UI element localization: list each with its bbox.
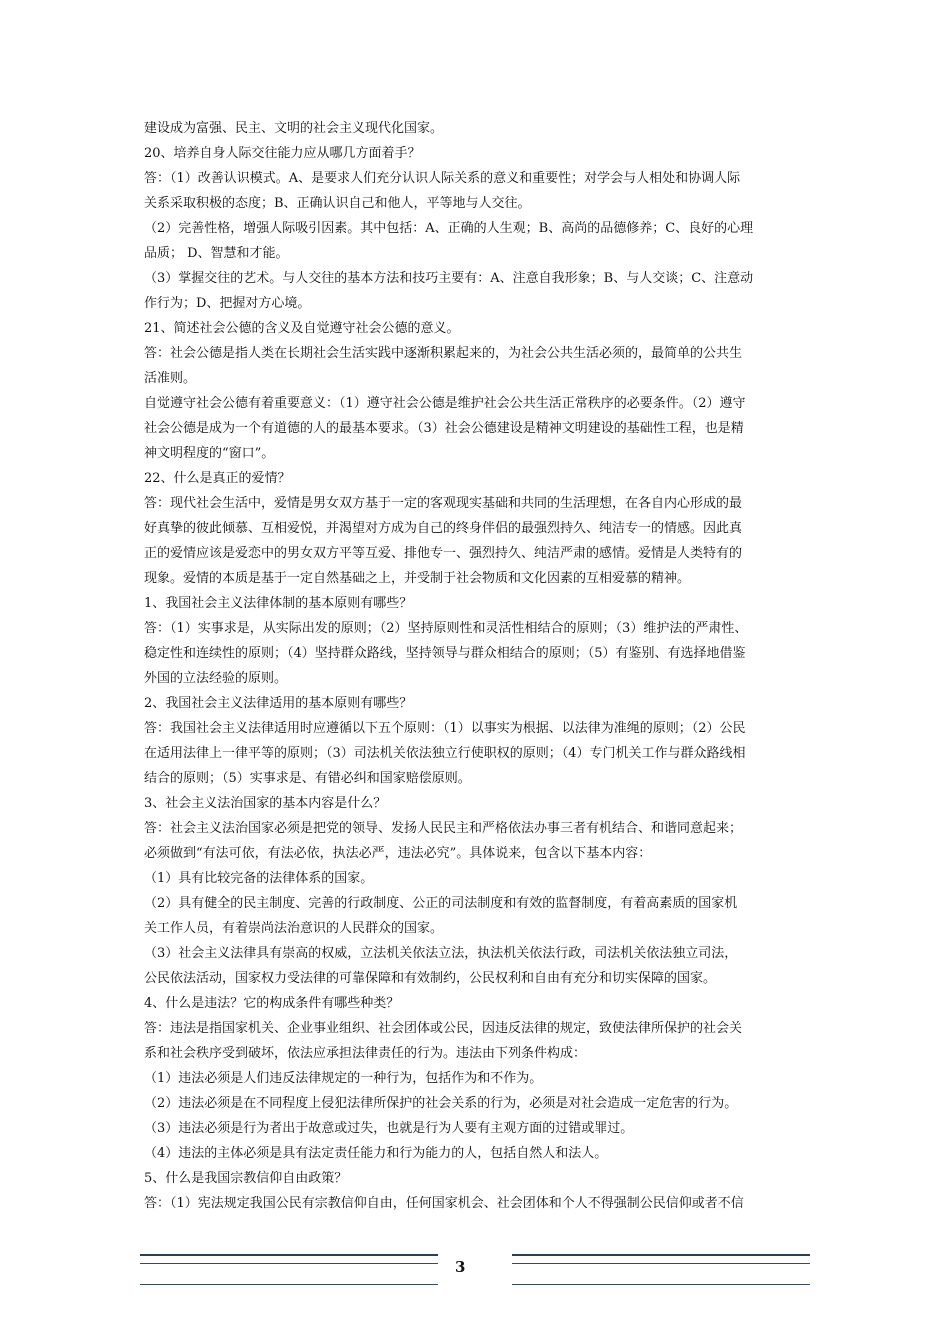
text-line: 社会公德是成为一个有道德的人的最基本要求。（3）社会公德建设是精神文明建设的基础性工程，也是精 xyxy=(144,421,744,436)
text-line: 关系采取积极的态度；B、正确认识自己和他人，平等地与人交往。 xyxy=(144,196,531,211)
text-line: （3）违法必须是行为者出于故意或过失，也就是行为人要有主观方面的过错或罪过。 xyxy=(144,1121,634,1136)
text-line: （1）违法必须是人们违反法律规定的一种行为，包括作为和不作为。 xyxy=(144,1071,543,1086)
footer-rule-left-bottom xyxy=(140,1284,438,1285)
text-line: 答：社会主义法治国家必须是把党的领导、发扬人民民主和严格依法办事三者有机结合、和谐同意起来； xyxy=(144,821,743,836)
text-line: （2）违法必须是在不同程度上侵犯法律所保护的社会关系的行为，必须是对社会造成一定危害的行为。 xyxy=(144,1096,738,1111)
text-line: 22、什么是真正的爱情？ xyxy=(144,471,291,486)
text-line: 活准则。 xyxy=(144,371,197,386)
page-footer xyxy=(0,1252,950,1292)
text-line: 答：现代社会生活中，爱情是男女双方基于一定的客观现实基础和共同的生活理想，在各自内心形成的最 xyxy=(144,496,743,511)
text-line: 必须做到“有法可依，有法必依，执法必严，违法必究”。具体说来，包含以下基本内容： xyxy=(144,846,652,861)
text-line: 答：（1）宪法规定我国公民有宗教信仰自由，任何国家机会、社会团体和个人不得强制公民信仰或者不信 xyxy=(144,1196,744,1211)
page-number: 3 xyxy=(455,1258,466,1276)
text-line: 在适用法律上一律平等的原则；（3）司法机关依法独立行使职权的原则；（4）专门机关工作与群众路线相 xyxy=(144,746,746,761)
footer-rule-right-bottom xyxy=(512,1284,810,1285)
text-line: 现象。爱情的本质是基于一定自然基础之上，并受制于社会物质和文化因素的互相爱慕的精神。 xyxy=(144,571,691,586)
text-line: 稳定性和连续性的原则；（4）坚持群众路线，坚持领导与群众相结合的原则；（5）有鉴别、有选择地借鉴 xyxy=(144,646,746,661)
text-line: 自觉遵守社会公德有着重要意义：（1）遵守社会公德是维护社会公共生活正常秩序的必要条件。（2）遵守 xyxy=(144,396,746,411)
text-line: 1、我国社会主义法律体制的基本原则有哪些？ xyxy=(144,596,413,611)
text-line: 答：社会公德是指人类在长期社会生活实践中逐渐积累起来的，为社会公共生活必须的，最简单的公共生 xyxy=(144,346,743,361)
text-line: 20、培养自身人际交往能力应从哪几方面着手？ xyxy=(144,146,421,161)
text-line: 系和社会秩序受到破坏，依法应承担法律责任的行为。违法由下列条件构成： xyxy=(144,1046,587,1061)
footer-rule-left-top xyxy=(140,1254,438,1256)
text-line: 4、什么是违法？它的构成条件有哪些种类？ xyxy=(144,996,400,1011)
text-line: 建设成为富强、民主、文明的社会主义现代化国家。 xyxy=(144,121,444,136)
text-line: 好真挚的彼此倾慕、互相爱悦，并渴望对方成为自己的终身伴侣的最强烈持久、纯洁专一的情感。因此真 xyxy=(144,521,743,536)
text-line: 公民依法活动，国家权力受法律的可靠保障和有效制约，公民权利和自由有充分和切实保障的国家。 xyxy=(144,971,717,986)
text-line: （2）具有健全的民主制度、完善的行政制度、公正的司法制度和有效的监督制度，有着高素质的国家机 xyxy=(144,896,738,911)
text-line: 21、简述社会公德的含义及自觉遵守社会公德的意义。 xyxy=(144,321,460,336)
text-line: （4）违法的主体必须是具有法定责任能力和行为能力的人，包括自然人和法人。 xyxy=(144,1146,608,1161)
text-line: 3、社会主义法治国家的基本内容是什么？ xyxy=(144,796,387,811)
text-line: 答：我国社会主义法律适用时应遵循以下五个原则：（1）以事实为根据、以法律为准绳的原则；（2）公民 xyxy=(144,721,746,736)
text-line: 关工作人员，有着崇尚法治意识的人民群众的国家。 xyxy=(144,921,444,936)
text-line: 品质； D、智慧和才能。 xyxy=(144,246,289,261)
footer-rule-left-mid xyxy=(140,1263,438,1264)
text-line: 答：违法是指国家机关、企业事业组织、社会团体或公民，因违反法律的规定，致使法律所保护的社会关 xyxy=(144,1021,743,1036)
text-line: 外国的立法经验的原则。 xyxy=(144,671,288,686)
text-line: （2）完善性格，增强人际吸引因素。其中包括：A、正确的人生观；B、高尚的品德修养；C、良好的心理 xyxy=(144,221,754,236)
document-body xyxy=(144,116,808,1216)
text-line: 2、我国社会主义法律适用的基本原则有哪些？ xyxy=(144,696,413,711)
footer-rule-right-mid xyxy=(512,1263,810,1264)
text-line: 答：（1）改善认识模式。A、是要求人们充分认识人际关系的意义和重要性；对学会与人相处和协调人际 xyxy=(144,171,741,186)
footer-rule-right-top xyxy=(512,1254,810,1256)
text-line: （3）掌握交往的艺术。与人交往的基本方法和技巧主要有：A、注意自我形象；B、与人交谈；C、注意动 xyxy=(144,271,754,286)
text-line: 作行为；D、把握对方心境。 xyxy=(144,296,311,311)
text-line: 正的爱情应该是爱恋中的男女双方平等互爱、排他专一、强烈持久、纯洁严肃的感情。爱情是人类特有的 xyxy=(144,546,743,561)
text-line: （3）社会主义法律具有崇高的权威，立法机关依法立法，执法机关依法行政，司法机关依法独立司法， xyxy=(144,946,738,961)
text-line: （1）具有比较完备的法律体系的国家。 xyxy=(144,871,374,886)
text-line: 答：（1）实事求是，从实际出发的原则；（2）坚持原则性和灵活性相结合的原则；（3）维护法的严肃性、 xyxy=(144,621,748,636)
text-line: 神文明程度的“窗口”。 xyxy=(144,446,275,461)
text-line: 结合的原则；（5）实事求是、有错必纠和国家赔偿原则。 xyxy=(144,771,471,786)
text-line: 5、什么是我国宗教信仰自由政策？ xyxy=(144,1171,348,1186)
